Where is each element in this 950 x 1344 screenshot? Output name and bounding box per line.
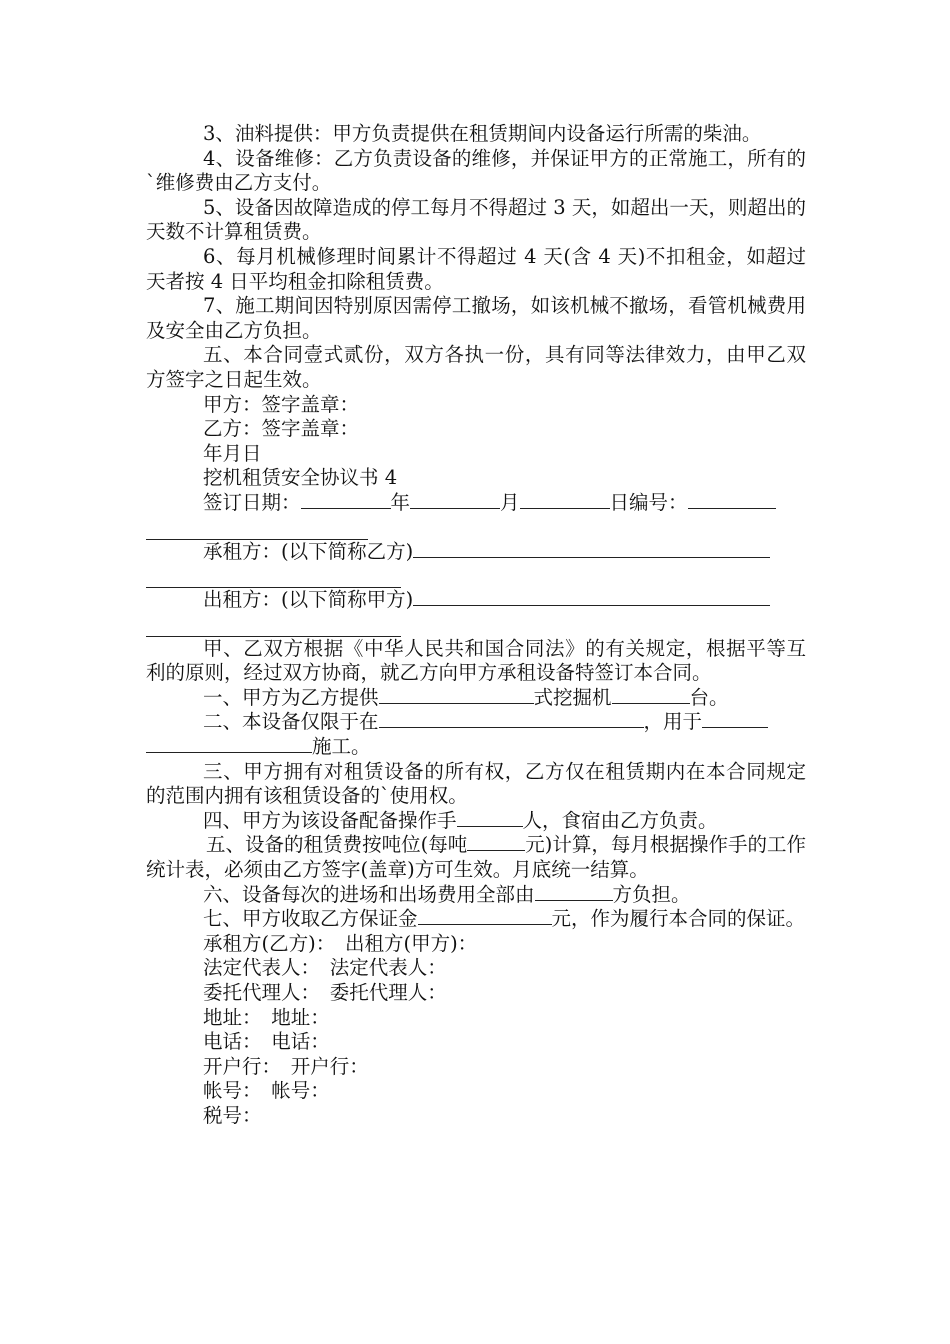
- location-blank: [379, 711, 644, 728]
- purpose-blank: [702, 711, 768, 728]
- footer-legal-rep: 法定代表人： 法定代表人：: [203, 956, 447, 980]
- clause-7: [146, 907, 806, 932]
- month-blank: [410, 492, 500, 509]
- clause-5: [146, 833, 806, 882]
- lessee-line: [146, 540, 806, 565]
- lessee-label: 承租方：(以下简称乙方): [203, 539, 414, 563]
- footer-bank: 开户行： 开户行：: [203, 1054, 369, 1078]
- lessor-blank: [413, 589, 770, 606]
- clause-3: 三、甲方拥有对租赁设备的所有权，乙方仅在租赁期内在本合同规定的范围内拥有该租赁设备的`使用权。: [146, 759, 806, 808]
- deposit-blank: [418, 908, 552, 925]
- clause-copies: 五、本合同壹式贰份，双方各执一份，具有同等法律效力，由甲乙双方签字之日起生效。: [146, 343, 806, 391]
- contract-intro: 甲、乙双方根据《中华人民共和国合同法》的有关规定，根据平等互利的原则，经过双方协商，就乙方向甲方承租设备特签订本合同。: [146, 636, 806, 685]
- number-blank: [688, 492, 776, 509]
- signature-party-b: 乙方：签字盖章：: [203, 417, 360, 441]
- clause-6-text-a: 六、设备每次的进场和出场费用全部由: [203, 882, 535, 906]
- clause-downtime: 5、设备因故障造成的停工每月不得超过 3 天，如超出一天，则超出的天数不计算租赁费。: [146, 195, 806, 244]
- day-blank: [520, 492, 610, 509]
- clause-maintenance: 4、设备维修：乙方负责设备的维修，并保证甲方的正常施工，所有的`维修费由乙方支付。: [146, 146, 806, 195]
- clause-2-text-c: 施工。: [312, 735, 371, 759]
- lessee-blank: [413, 541, 770, 558]
- operator-count-blank: [457, 810, 523, 827]
- signature-party-a: 甲方：签字盖章：: [203, 392, 360, 416]
- clause-2-text-a: 二、本设备仅限于在: [203, 710, 379, 734]
- footer-tax-id: 税号：: [203, 1103, 262, 1127]
- clause-4: [146, 809, 806, 834]
- year-blank: [301, 492, 391, 509]
- footer-agent: 委托代理人： 委托代理人：: [203, 981, 447, 1004]
- footer-parties: 承租方(乙方)： 出租方(甲方)：: [203, 931, 478, 955]
- day-number-label: 日编号：: [609, 490, 688, 514]
- footer-account: 帐号： 帐号：: [203, 1079, 330, 1103]
- sign-date-label: 签订日期：: [203, 490, 301, 514]
- number-blank-continued: [146, 516, 368, 540]
- excavator-count-blank: [612, 687, 690, 704]
- clause-5-text-a: 五、设备的租赁费按吨位(每吨: [206, 833, 468, 857]
- footer-address: 地址： 地址：: [203, 1005, 330, 1029]
- agreement-title: 挖机租赁安全协议书 4: [203, 466, 398, 490]
- clause-6-text-b: 方负担。: [612, 882, 691, 906]
- fee-party-blank: [535, 884, 613, 901]
- clause-7-text-a: 七、甲方收取乙方保证金: [203, 907, 418, 931]
- month-label: 月: [500, 490, 520, 514]
- lessor-label: 出租方：(以下简称甲方): [203, 588, 414, 612]
- clause-2-text-b: ，用于: [643, 710, 703, 734]
- clause-4-text-a: 四、甲方为该设备配备操作手: [203, 808, 457, 832]
- year-label: 年: [390, 490, 411, 514]
- clause-6: [146, 883, 806, 908]
- purpose-blank-continued: [146, 736, 312, 753]
- document-page: [146, 122, 806, 1129]
- clause-repair-time: 6、每月机械修理时间累计不得超过 4 天(含 4 天)不扣租金，如超过天者按 4 日平均租金扣除租赁费。: [146, 244, 806, 293]
- footer-phone: 电话： 电话：: [203, 1030, 330, 1054]
- clause-5-text-b: 元)计算，每月根据操作手的工作统计表，必须由乙方签字(盖章)方可生效。月底统一结算。: [146, 833, 807, 882]
- clause-stoppage: 7、施工期间因特别原因需停工撤场，如该机械不撤场，看管机械费用及安全由乙方负担。: [146, 294, 806, 342]
- clause-1: [146, 686, 806, 711]
- signature-date: 年月日: [203, 441, 262, 465]
- clause-1-text-a: 一、甲方为乙方提供: [203, 685, 379, 709]
- clause-1-text-b: 式挖掘机: [533, 685, 612, 709]
- lessor-blank-continued: [146, 613, 401, 637]
- excavator-type-blank: [379, 687, 534, 704]
- lessee-blank-continued: [146, 564, 401, 588]
- clause-1-text-c: 台。: [689, 685, 729, 709]
- clause-7-text-b: 元，作为履行本合同的保证。: [551, 907, 806, 931]
- clause-2: [146, 710, 806, 735]
- clause-2-continued: [146, 735, 806, 760]
- lessor-line: [146, 588, 806, 613]
- sign-date-line: [146, 491, 806, 516]
- clause-fuel: 3、油料提供：甲方负责提供在租赁期间内设备运行所需的柴油。: [203, 122, 762, 145]
- clause-4-text-b: 人，食宿由乙方负责。: [522, 808, 718, 832]
- rate-per-ton-blank: [467, 834, 525, 851]
